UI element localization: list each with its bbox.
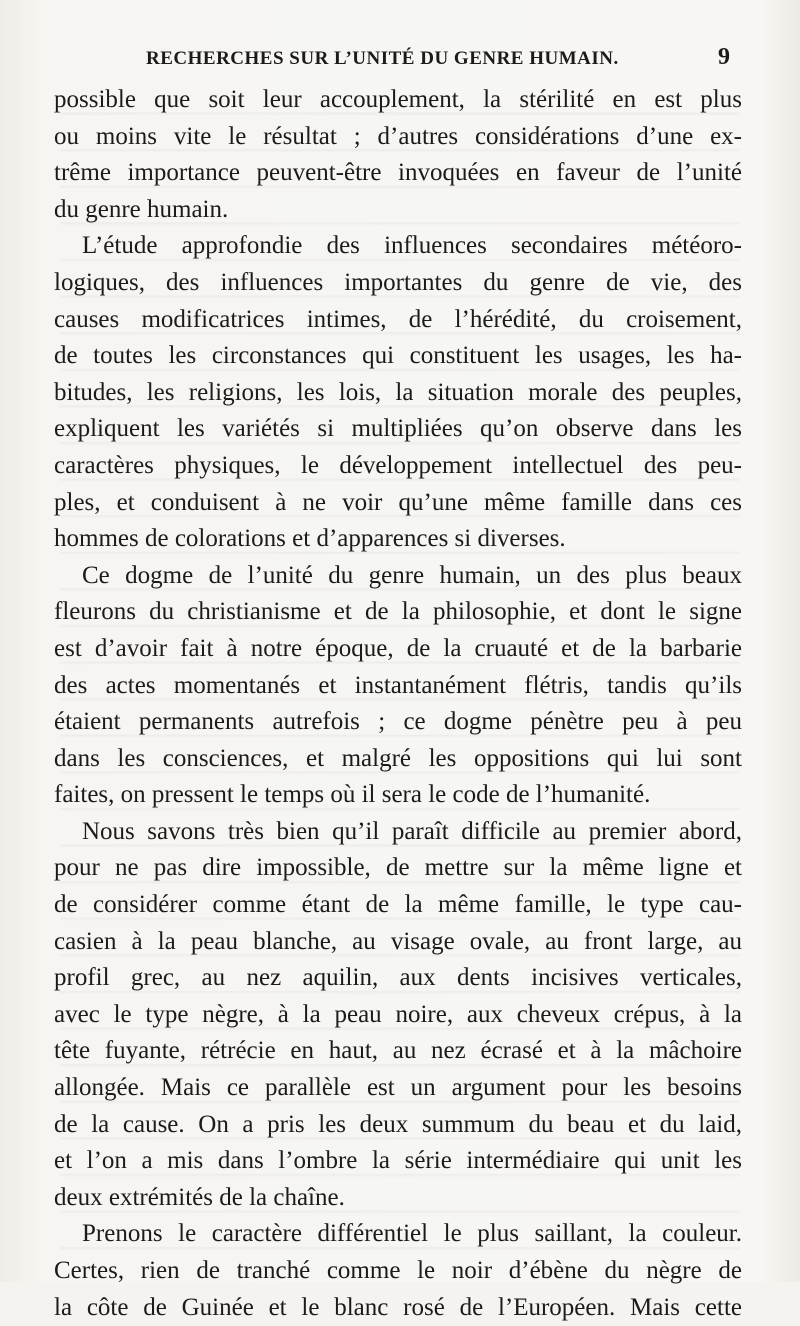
paragraph: [54, 558, 742, 814]
text-line: casien à la peau blanche, au visage ovale, au front large, au: [54, 927, 742, 955]
text-line: bitudes, les religions, les lois, la situation morale des peuples,: [54, 378, 742, 406]
text-line: du genre humain.: [54, 195, 229, 223]
text-line: est d’avoir fait à notre époque, de la cruauté et de la barbarie: [54, 634, 742, 662]
text-line: hommes de colorations et d’apparences si diverses.: [54, 525, 566, 553]
text-line: L’étude approfondie des influences secondaires météoro-: [82, 232, 742, 260]
text-line: la côte de Guinée et le blanc rosé de l’Européen. Mais cette: [54, 1293, 742, 1321]
text-line: trême importance peuvent-être invoquées en faveur de l’unité: [54, 159, 742, 187]
body-text: [54, 82, 742, 1326]
text-line: expliquent les variétés si multipliées qu’on observe dans les: [54, 415, 742, 443]
text-line: de la cause. On a pris les deux summum du beau et du laid,: [54, 1110, 742, 1138]
page-number: 9: [718, 44, 730, 70]
text-line: fleurons du christianisme et de la philosophie, et dont le signe: [54, 598, 742, 626]
text-line: ou moins vite le résultat ; d’autres considérations d’une ex-: [54, 122, 742, 150]
text-line: ples, et conduisent à ne voir qu’une même famille dans ces: [54, 488, 742, 516]
text-line: caractères physiques, le développement intellectuel des peu-: [54, 451, 742, 479]
text-line: étaient permanents autrefois ; ce dogme pénètre peu à peu: [54, 708, 742, 736]
paragraph: [54, 814, 742, 1217]
text-line: tête fuyante, rétrécie en haut, au nez écrasé et à la mâchoire: [54, 1037, 742, 1065]
running-title: RECHERCHES SUR L’UNITÉ DU GENRE HUMAIN.: [146, 48, 619, 69]
text-line: dans les consciences, et malgré les oppositions qui lui sont: [54, 744, 742, 772]
paragraph: [54, 1216, 742, 1326]
text-line: faites, on pressent le temps où il sera le code de l’humanité.: [54, 781, 651, 809]
text-line: avec le type nègre, à la peau noire, aux cheveux crépus, à la: [54, 1000, 742, 1028]
text-line: profil grec, au nez aquilin, aux dents incisives verticales,: [54, 964, 742, 992]
text-line: Ce dogme de l’unité du genre humain, un des plus beaux: [82, 561, 742, 589]
text-line: de considérer comme étant de la même famille, le type cau-: [54, 891, 742, 919]
paragraph: [54, 82, 742, 228]
text-line: allongée. Mais ce parallèle est un argument pour les besoins: [54, 1074, 742, 1102]
text-line: des actes momentanés et instantanément flétris, tandis qu’ils: [54, 671, 742, 699]
text-line: de toutes les circonstances qui constituent les usages, les ha-: [54, 342, 742, 370]
text-line: Certes, rien de tranché comme le noir d’ébène du nègre de: [54, 1257, 742, 1284]
text-line: et l’on a mis dans l’ombre la série intermédiaire qui unit les: [54, 1147, 742, 1175]
text-line: Prenons le caractère différentiel le plus saillant, la couleur.: [82, 1220, 742, 1248]
text-line: possible que soit leur accouplement, la stérilité en est plus: [54, 86, 742, 113]
text-line: causes modificatrices intimes, de l’hérédité, du croisement,: [54, 305, 742, 333]
paragraph: [54, 228, 742, 557]
text-line: logiques, des influences importantes du genre de vie, des: [54, 268, 742, 296]
page-header: [0, 44, 800, 78]
text-line: Nous savons très bien qu’il paraît difficile au premier abord,: [82, 817, 742, 845]
text-line: deux extrémités de la chaîne.: [54, 1183, 345, 1211]
text-line: pour ne pas dire impossible, de mettre sur la même ligne et: [54, 854, 742, 882]
